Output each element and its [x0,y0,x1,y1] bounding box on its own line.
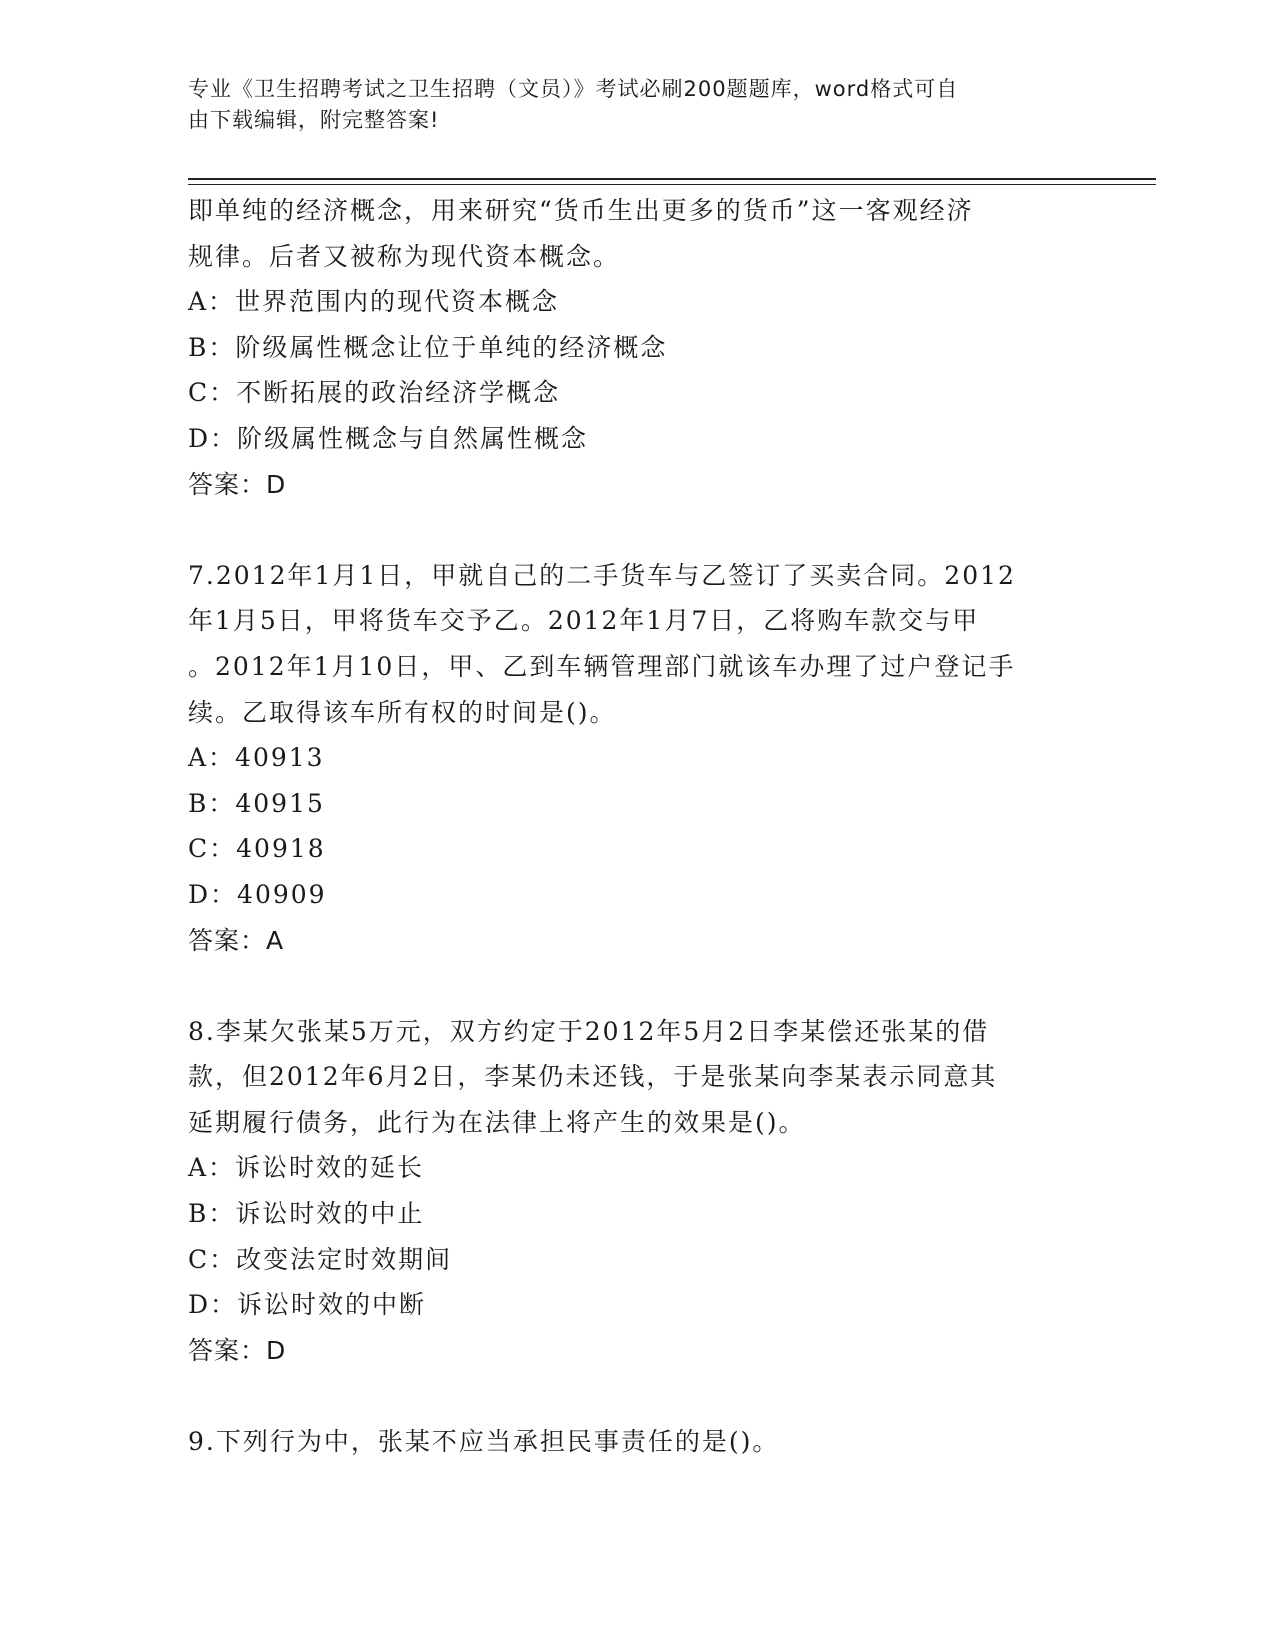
question-text-line: 续。乙取得该车所有权的时间是()。 [188,697,617,727]
question-9 [188,1419,1088,1465]
answer-line: 答案：D [188,1335,287,1365]
header-line-1: 专业《卫生招聘考试之卫生招聘（文员）》考试必刷200题题库，word格式可自 [188,77,959,101]
option-b: B：诉讼时效的中止 [188,1199,425,1229]
question-text-line: 年1月5日，甲将货车交予乙。2012年1月7日，乙将购车款交与甲 [188,606,980,636]
question-text-line: 规律。后者又被称为现代资本概念。 [188,241,621,271]
option-a: A：世界范围内的现代资本概念 [188,287,560,317]
option-c: C：不断拓展的政治经济学概念 [188,378,561,408]
question-text-line: 9.下列行为中，张某不应当承担民事责任的是()。 [188,1427,780,1457]
option-c: C：改变法定时效期间 [188,1244,453,1274]
header-line-2: 由下载编辑，附完整答案! [188,108,440,132]
option-a: A：诉讼时效的延长 [188,1153,425,1183]
option-d: D：阶级属性概念与自然属性概念 [188,423,589,453]
option-d: D：诉讼时效的中断 [188,1290,427,1320]
spacer [188,963,1088,1009]
question-continued [188,188,1088,507]
option-b: B：40915 [188,788,325,818]
question-text-line: 延期履行债务，此行为在法律上将产生的效果是()。 [188,1107,806,1137]
answer-line: 答案：A [188,925,285,955]
option-a: A：40913 [188,743,325,773]
header-rule-thin [188,184,1156,185]
spacer [188,1373,1088,1419]
option-c: C：40918 [188,834,326,864]
spacer [188,507,1088,553]
answer-line: 答案：D [188,469,287,499]
question-text-line: 即单纯的经济概念，用来研究“货币生出更多的货币”这一客观经济 [188,196,974,225]
question-8 [188,1009,1088,1374]
question-text-line: 8.李某欠张某5万元，双方约定于2012年5月2日李某偿还张某的借 [188,1016,990,1046]
header-rule-thick [188,178,1156,180]
question-7 [188,553,1088,963]
document-body [188,188,1088,1465]
option-b: B：阶级属性概念让位于单纯的经济概念 [188,332,668,362]
option-d: D：40909 [188,879,327,909]
question-text-line: 。2012年1月10日，甲、乙到车辆管理部门就该车办理了过户登记手 [188,651,1016,681]
question-text-line: 7.2012年1月1日，甲就自己的二手货车与乙签订了买卖合同。2012 [188,560,1016,590]
question-text-line: 款，但2012年6月2日，李某仍未还钱，于是张某向李某表示同意其 [188,1062,998,1092]
page-header [188,74,1068,136]
